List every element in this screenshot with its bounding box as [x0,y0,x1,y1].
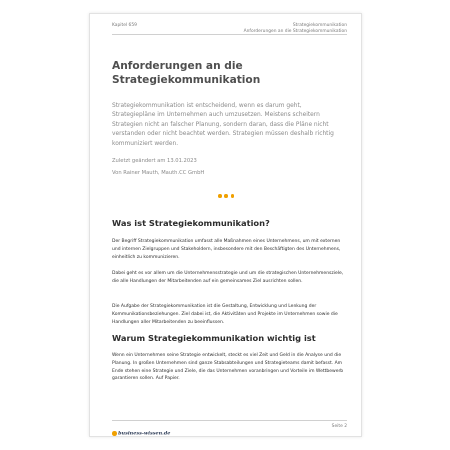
section-heading-why-important: Warum Strategiekommunikation wichtig ist [112,333,316,343]
header-divider [112,34,347,35]
article-intro: Strategiekommunikation ist entscheidend, wenn es darum geht, Strategiepläne im Unternehmen auch umzusetzen. Meistens scheitern Strategien nicht an falscher Planung, sondern daran, dass die Pläne nicht verstanden oder nicht beachtet werden. Strategien müssen deshalb richtig kommuniziert werden. [112,103,334,147]
paragraph: Die Aufgabe der Strategiekommunikation ist die Gestaltung, Entwicklung und Lenkung der Kommunikationsbeziehungen. Ziel dabei ist, die Aktivitäten und Projekte im Unternehmen sowie die Handlungen aller Mitarbeitenden zu beeinflussen. [112,304,338,325]
document-page [89,13,362,437]
header-chapter: Kapitel 659 [112,23,137,28]
article-title: Anforderungen an die Strategiekommunikation [112,60,261,86]
footer-divider [112,420,347,421]
section-heading-what-is: Was ist Strategiekommunikation? [112,218,270,228]
business-wissen-logo [112,423,171,437]
page-number: Seite 2 [331,424,347,429]
header-subsection: Anforderungen an die Strategiekommunikation [243,28,347,34]
paragraph: Wenn ein Unternehmen seine Strategie entwickelt, steckt es viel Zeit und Geld in die Analyse und die Planung. In großen Unternehmen sind ganze Stabsabteilungen und Strategieteams damit befasst. Am Ende stehen eine Strategie und Ziele, die das Unternehmen voranbringen und Vorteile im Wettbewerb garantieren sollen. Auf Papier. [112,353,344,382]
paragraph: Dabei geht es vor allem um die Unternehmensstrategie und um die strategischen Unternehmensziele, die alle Handlungen der Mitarbeitenden auf ein gemeinsames Ziel ausrichten sollen. [112,271,344,284]
logo-dot-icon [112,431,117,436]
section-separator-dots-icon [218,193,238,199]
logo-text: business-wissen.de [118,430,171,437]
header-section: Strategiekommunikation [292,23,347,28]
last-updated: Zuletzt geändert am 13.01.2023 [112,158,197,164]
paragraph: Der Begriff Strategiekommunikation umfasst alle Maßnahmen eines Unternehmens, um mit externen und internen Zielgruppen und Stakeholdern, insbesondere mit den Beschäftigten des Unternehmens, einheitlich zu kommunizieren. [112,239,341,260]
author-line: Von Rainer Mauth, Mauth.CC GmbH [112,170,205,176]
